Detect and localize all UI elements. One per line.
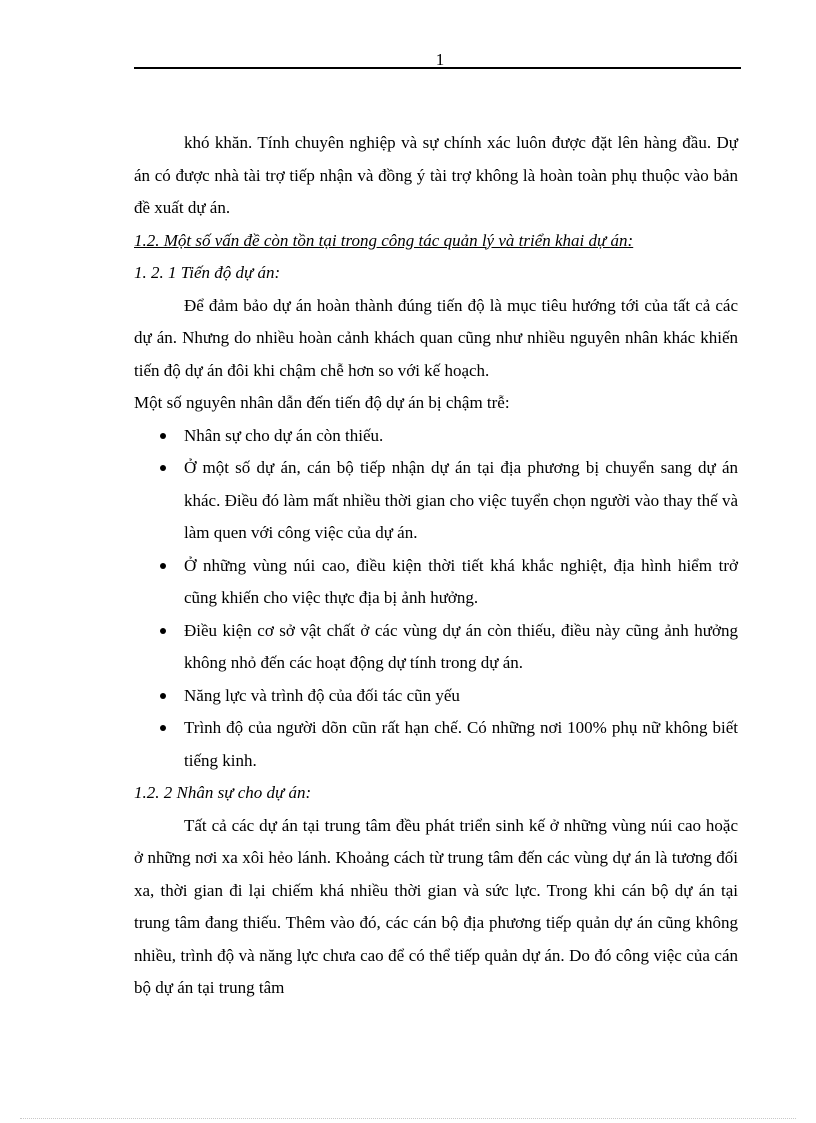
bullet-icon	[160, 725, 166, 731]
list-intro: Một số nguyên nhân dẫn đến tiến độ dự án bị chậm trễ:	[134, 393, 510, 412]
subsection-1-paragraph: Để đảm bảo dự án hoàn thành đúng tiến độ là mục tiêu hướng tới của tất cả các dự án. Nhưng do nhiều hoàn cảnh khách quan cũng như nhiều nguyên nhân khác khiến tiến độ dự án đôi khi chậm chễ hơn so với kế hoạch.	[134, 295, 738, 380]
list-item	[134, 712, 738, 777]
list-item-text: Điều kiện cơ sở vật chất ở các vùng dự án còn thiếu, điều này cũng ảnh hưởng không nhỏ đến các hoạt động dự tính trong dự án.	[184, 620, 738, 672]
document-body	[134, 127, 738, 1005]
bullet-icon	[160, 563, 166, 569]
list-item	[134, 550, 738, 615]
bullet-icon	[160, 693, 166, 699]
list-item	[134, 452, 738, 550]
list-item-text: Ở một số dự án, cán bộ tiếp nhận dự án tại địa phương bị chuyển sang dự án khác. Điều đó làm mất nhiều thời gian cho việc tuyển chọn người vào thay thế và làm quen với công việc của dự án.	[184, 458, 738, 542]
bullet-icon	[160, 433, 166, 439]
bullet-icon	[160, 465, 166, 471]
intro-paragraph: khó khăn. Tính chuyên nghiệp và sự chính xác luôn được đặt lên hàng đầu. Dự án có được nhà tài trợ tiếp nhận và đồng ý tài trợ không là hoàn toàn phụ thuộc vào bản đề xuất dự án.	[134, 133, 738, 217]
bullet-icon	[160, 628, 166, 634]
subsection-2-heading: 1.2. 2 Nhân sự cho dự án:	[134, 783, 312, 802]
list-item-text: Trình độ của người dõn cũn rất hạn chế. Có những nơi 100% phụ nữ không biết tiếng kinh.	[184, 718, 738, 770]
list-item-text: Năng lực và trình độ của đối tác cũn yếu	[184, 685, 460, 705]
page-number: 1	[435, 50, 445, 69]
footer-divider	[20, 1118, 796, 1119]
list-item	[134, 420, 738, 453]
list-item	[134, 680, 738, 713]
header-rule	[134, 67, 741, 69]
list-item-text: Ở những vùng núi cao, điều kiện thời tiết khá khắc nghiệt, địa hình hiểm trở cũng khiến cho việc thực địa bị ảnh hưởng.	[184, 555, 738, 607]
subsection-1-heading: 1. 2. 1 Tiến độ dự án:	[134, 263, 281, 282]
list-item	[134, 615, 738, 680]
subsection-2-paragraph: Tất cả các dự án tại trung tâm đều phát triển sinh kế ở những vùng núi cao hoặc ở những nơi xa xôi hẻo lánh. Khoảng cách từ trung tâm đến các vùng dự án là tương đối xa, thời gian đi lại chiếm khá nhiều thời gian và sức lực. Trong khi cán bộ dự án tại trung tâm đang thiếu. Thêm vào đó, các cán bộ địa phương tiếp quản dự án cũng không nhiều, trình độ và năng lực chưa cao để có thể tiếp quản dự án. Do đó công việc của cán bộ dự án tại trung tâm	[134, 815, 738, 997]
section-heading: 1.2. Một số vấn đề còn tồn tại trong công tác quản lý và triển khai dự án:	[134, 230, 634, 250]
list-item-text: Nhân sự cho dự án còn thiếu.	[184, 425, 384, 445]
causes-list	[134, 420, 738, 778]
